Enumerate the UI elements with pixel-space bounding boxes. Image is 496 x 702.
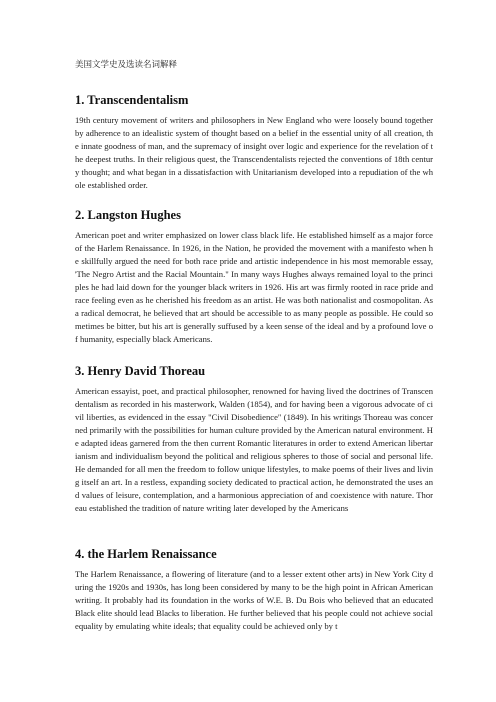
entry-transcendentalism	[75, 93, 433, 192]
entry-body: The Harlem Renaissance, a flowering of literature (and to a lesser extent other arts) in New York City during the 1920s and 1930s, has long been considered by many to be the high point in African American writing. It probably had its foundation in the works of W.E. B. Du Bois who believed that an educated Black elite should lead Blacks to liberation. He further believed that his people could not achieve social equality by emulating white ideals; that equality could be achieved only by t	[75, 569, 433, 631]
entry-body: 19th century movement of writers and philosophers in New England who were loosely bound together by adherence to an idealistic system of thought based on a belief in the essential unity of all creation, the innate goodness of man, and the supremacy of insight over logic and experience for the revelation of the deepest truths. In their religious quest, the Transcendentalists rejected the conventions of 18th century thought; and what began in a dissatisfaction with Unitarianism developed into a repudiation of the whole established order.	[75, 115, 433, 190]
entry-heading: 1. Transcendentalism	[75, 93, 189, 107]
entry-heading: 3. Henry David Thoreau	[75, 364, 206, 378]
entry-henry-david-thoreau	[75, 364, 433, 515]
document-header: 美国文学史及选读名词解释	[75, 59, 178, 69]
entry-body: American essayist, poet, and practical philosopher, renowned for having lived the doctrines of Transcendentalism as recorded in his masterwork, Walden (1854), and for having been a vigorous advocate of civil liberties, as evidenced in the essay "Civil Disobedience" (1849). In his writings Thoreau was concerned primarily with the possibilities for human culture provided by the American natural environment. He adapted ideas garnered from the then current Romantic literatures in order to extend American libertarianism and individualism beyond the political and religious spheres to those of social and personal life. He demanded for all men the freedom to follow unique lifestyles, to make poems of their lives and living itself an art. In a restless, expanding society dedicated to practical action, he demonstrated the uses and values of leisure, contemplation, and a harmonious appreciation of and coexistence with nature. Thoreau established the tradition of nature writing later developed by the Americans	[75, 386, 433, 513]
entry-heading: 4. the Harlem Renaissance	[75, 547, 217, 561]
entry-harlem-renaissance	[75, 547, 433, 633]
entry-langston-hughes	[75, 208, 433, 346]
entry-heading: 2. Langston Hughes	[75, 208, 181, 222]
entry-body: American poet and writer emphasized on lower class black life. He established himself as a major force of the Harlem Renaissance. In 1926, in the Nation, he provided the movement with a manifesto when he skillfully argued the need for both race pride and artistic independence in his most memorable essay, 'The Negro Artist and the Racial Mountain." In many ways Hughes always remained loyal to the principles he had laid down for the younger black writers in 1926. His art was firmly rooted in race pride and race feeling even as he cherished his freedom as an artist. He was both nationalist and cosmopolitan. As a radical democrat, he believed that art should be accessible to as many people as possible. He could sometimes be bitter, but his art is generally suffused by a keen sense of the ideal and by a profound love of humanity, especially black Americans.	[75, 230, 433, 344]
